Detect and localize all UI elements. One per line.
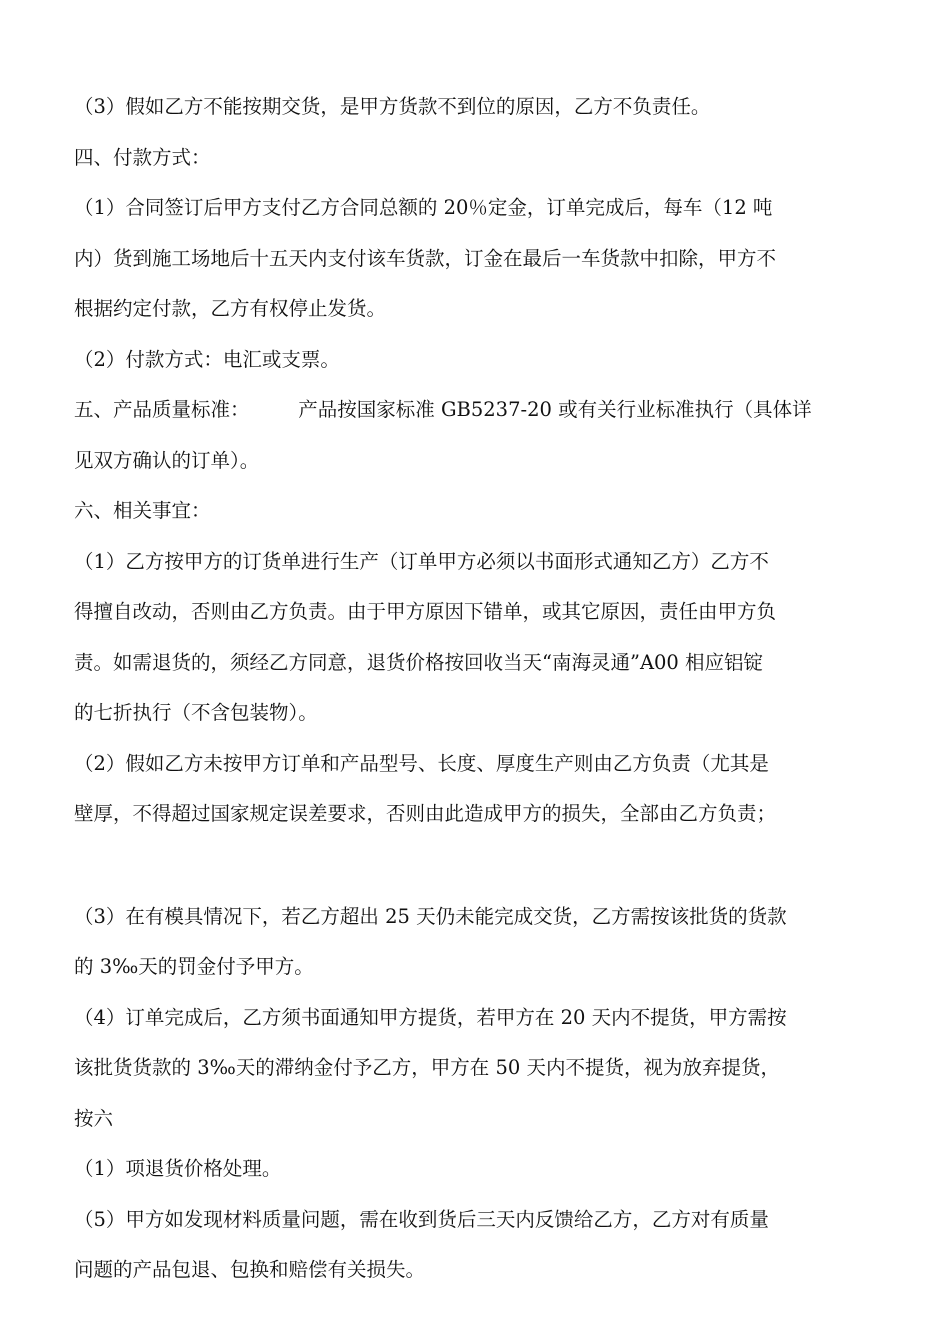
clause-6-4-line-1: （4）订单完成后，乙方须书面通知甲方提货，若甲方在 20 天内不提货，甲方需按	[74, 1005, 787, 1029]
clause-4-2-line-1: （2）付款方式：电汇或支票。	[74, 347, 340, 371]
clause-6-3-line-1: （3）在有模具情况下，若乙方超出 25 天仍未能完成交货，乙方需按该批货的货款	[74, 904, 787, 928]
clause-4-1-line-1: （1）合同签订后甲方支付乙方合同总额的 20％定金，订单完成后，每车（12 吨	[74, 196, 773, 219]
document-page	[74, 82, 880, 1296]
clause-6-2-line-1: （2）假如乙方未按甲方订单和产品型号、长度、厚度生产则由乙方负责（尤其是	[74, 751, 769, 775]
clause-6-1-line-1: （1）乙方按甲方的订货单进行生产（订单甲方必须以书面形式通知乙方）乙方不	[74, 549, 769, 573]
clause-4-1-line-2: 内）货到施工场地后十五天内支付该车货款，订金在最后一车货款中扣除，甲方不	[74, 246, 777, 270]
clause-6-5-line-1: （5）甲方如发现材料质量问题，需在收到货后三天内反馈给乙方，乙方对有质量	[74, 1207, 769, 1231]
clause-6-2-line-2: 壁厚，不得超过国家规定误差要求，否则由此造成甲方的损失，全部由乙方负责；	[74, 802, 777, 825]
clause-6-1-line-3: 责。如需退货的，须经乙方同意，退货价格按回收当天“南海灵通”A00 相应铝锭	[74, 650, 764, 674]
clause-3-3-line-1: （3）假如乙方不能按期交货，是甲方货款不到位的原因，乙方不负责任。	[74, 95, 711, 118]
clause-6-3-line-2: 的 3‰天的罚金付予甲方。	[74, 955, 314, 978]
section-5-line-1: 五、产品质量标准： 产品按国家标准 GB5237-20 或有关行业标准执行（具体详	[74, 398, 812, 421]
clause-4-1-line-3: 根据约定付款，乙方有权停止发货。	[74, 297, 387, 320]
paragraph-gap	[74, 840, 880, 892]
clause-6-1-line-4: 的七折执行（不含包装物）。	[74, 701, 318, 724]
section-6-heading: 六、相关事宜：	[74, 499, 211, 522]
clause-6-4-line-4: （1）项退货价格处理。	[74, 1157, 282, 1180]
clause-6-5-line-2: 问题的产品包退、包换和赔偿有关损失。	[74, 1258, 426, 1281]
clause-6-1-line-2: 得擅自改动，否则由乙方负责。由于甲方原因下错单，或其它原因，责任由甲方负	[74, 600, 777, 623]
clause-6-4-line-3: 按六	[74, 1106, 114, 1130]
clause-6-4-line-2: 该批货货款的 3‰天的滞纳金付予乙方，甲方在 50 天内不提货，视为放弃提货，	[74, 1056, 780, 1079]
section-4-heading: 四、付款方式：	[74, 145, 211, 169]
section-5-line-2: 见双方确认的订单）。	[74, 448, 260, 472]
